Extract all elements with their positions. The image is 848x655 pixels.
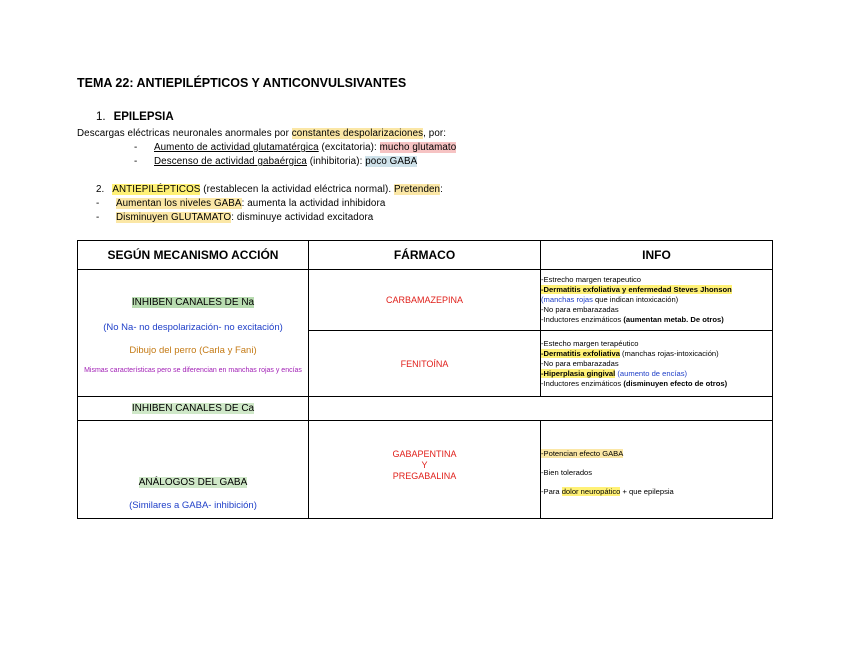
info-bold: (aumentan metab. De otros) [623, 315, 724, 324]
info-fenitoina [541, 331, 773, 397]
drug-gaba [309, 421, 541, 519]
bullet-dash: - [134, 156, 138, 167]
info-highlight: dolor neuropático [561, 487, 621, 496]
item-dash: - [96, 198, 100, 209]
gaba-label: ANÁLOGOS DEL GABA [138, 476, 248, 488]
table-row [78, 270, 773, 331]
na-label: INHIBEN CANALES DE Na [131, 297, 255, 308]
info-blue: (aumento de encías) [615, 368, 688, 378]
info-line: (manchas rojas-intoxicación) [619, 348, 719, 358]
info-line: -Para [541, 487, 562, 496]
section-1-number: 1. [96, 111, 106, 123]
item-highlight: Disminuyen GLUTAMATO [116, 212, 232, 223]
info-highlight: -Hiperplasia gingival [541, 368, 616, 378]
table-row [78, 421, 773, 519]
table-row [78, 397, 773, 421]
desc-text: Descargas eléctricas neuronales anormales por [77, 128, 292, 139]
table-header-row [78, 241, 773, 270]
item-highlight: Aumentan los niveles GABA [116, 198, 242, 209]
bullet-underlined: Descenso de actividad gabaérgica [154, 156, 307, 167]
drug-carbamazepina: CARBAMAZEPINA [309, 270, 541, 331]
info-line: + que epilepsia [620, 487, 674, 496]
header-mecanismo: SEGÚN MECANISMO ACCIÓN [78, 241, 309, 270]
info-highlight: -Potencian efecto GABA [541, 449, 624, 458]
info-highlight: -Dermatitis exfoliativa [541, 348, 620, 358]
info-gaba [541, 421, 773, 519]
drug-pregabalina: PREGABALINA [392, 471, 457, 481]
drug-y: Y [421, 460, 428, 470]
section-1-heading [96, 111, 174, 123]
item-dash: - [96, 212, 100, 223]
header-info: INFO [541, 241, 773, 270]
ca-empty-cell [309, 397, 773, 421]
info-line: -Estrecho margen terapeutico [541, 275, 642, 284]
desc-text-end: , por: [423, 128, 447, 139]
epilepsia-description [77, 128, 446, 139]
item-text: : aumenta la actividad inhibidora [241, 198, 386, 209]
info-line: -No para embarazadas [541, 305, 619, 314]
section-2-colon: : [440, 184, 443, 195]
section-2-text: (restablecen la actividad eléctrica normal). [200, 184, 394, 195]
bullet-highlight: poco GABA [365, 156, 418, 167]
bullet-dash: - [134, 142, 138, 153]
info-line: que indican intoxicación) [592, 295, 679, 304]
header-farmaco: FÁRMACO [309, 241, 541, 270]
info-line: -Inductores enzimáticos [541, 315, 624, 324]
na-subtitle: (No Na- no despolarización- no excitación) [103, 322, 283, 333]
bullet-underlined: Aumento de actividad glutamatérgica [154, 142, 319, 153]
item-text: : disminuye actividad excitadora [231, 212, 374, 223]
page-title: TEMA 22: ANTIEPILÉPTICOS Y ANTICONVULSIVANTES [77, 76, 407, 90]
info-line: -Inductores enzimáticos [541, 378, 624, 388]
bullet-gaba [134, 156, 417, 167]
section-2-line [96, 184, 443, 195]
info-blue: (manchas rojas [541, 295, 593, 304]
ca-label: INHIBEN CANALES DE Ca [131, 403, 255, 414]
bullet-glutamato [134, 142, 456, 153]
bullet-text: (excitatoria): [318, 142, 380, 153]
info-line: -No para embarazadas [541, 358, 619, 368]
info-line: -Bien tolerados [541, 468, 593, 477]
item-gaba [96, 198, 385, 209]
antiepilepticos-highlight: ANTIEPILÉPTICOS [112, 184, 201, 195]
na-dibujo: Dibujo del perro (Carla y Fani) [129, 345, 257, 356]
section-2-number: 2. [96, 184, 105, 195]
desc-highlight: constantes despolarizaciones [291, 128, 424, 139]
ca-mechanism-cell [78, 397, 309, 421]
mechanism-table [77, 240, 773, 519]
info-highlight: -Dermatitis exfoliativa y enfermedad Steves Jhonson [541, 285, 732, 294]
pretenden-highlight: Pretenden [393, 184, 441, 195]
drug-gabapentina: GABAPENTINA [392, 449, 457, 459]
drug-fenitoina: FENITOÍNA [309, 331, 541, 397]
info-line: -Estecho margen terapéutico [541, 338, 639, 348]
na-note: Mismas características pero se diferencian en manchas rojas y encías [84, 367, 302, 374]
item-glutamato [96, 212, 373, 223]
bullet-highlight: mucho glutamato [379, 142, 457, 153]
info-bold: (disminuyen efecto de otros) [623, 378, 728, 388]
na-mechanism-cell [78, 270, 309, 397]
info-carbamazepina [541, 270, 773, 331]
bullet-text: (inhibitoria): [306, 156, 366, 167]
gaba-mechanism-cell [78, 421, 309, 519]
section-1-title: EPILEPSIA [113, 111, 174, 123]
gaba-subtitle: (Similares a GABA- inhibición) [129, 499, 257, 511]
